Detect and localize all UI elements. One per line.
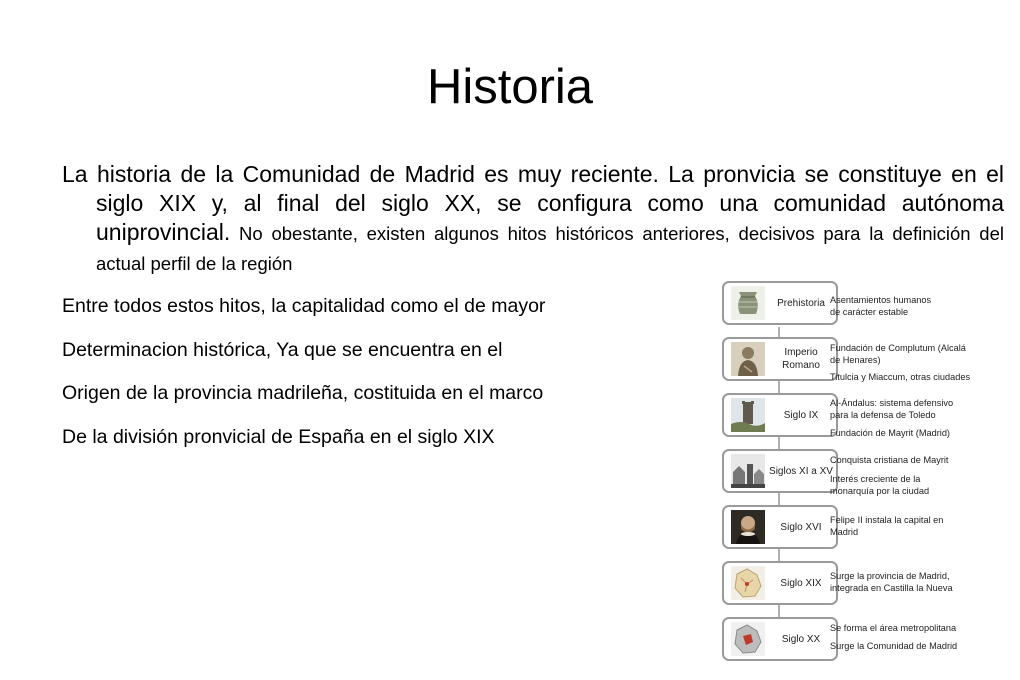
text-line-3: Origen de la provincia madrileña, costituida en el marco: [62, 382, 544, 404]
timeline-note: Se forma el área metropolitana: [830, 623, 957, 633]
era-siglo-xx: [722, 617, 838, 661]
era-imperio-romano: [722, 337, 838, 381]
ceramic-vase-image: [731, 286, 765, 320]
text-line-2: Determinacion histórica, Ya que se encuentra en el: [62, 339, 503, 361]
watchtower-image: [731, 398, 765, 432]
era-label: Siglos XI a XV: [769, 465, 833, 477]
text-line-1: Entre todos estos hitos, la capitalidad como el de mayor: [62, 295, 546, 317]
page-title: Historia: [426, 60, 594, 114]
intro-tail: No obestante, existen algunos hitos históricos anteriores, decisivos para la definición del actual perfil de la región: [96, 223, 1004, 274]
era-siglo-xix: [722, 561, 838, 605]
text-line-4: De la división pronvicial de España en el siglo XIX: [62, 426, 495, 448]
intro-paragraph: [62, 160, 1004, 278]
timeline-note: Surge la Comunidad de Madrid: [830, 641, 958, 651]
era-label: Imperio Romano: [782, 347, 820, 371]
era-label: Siglo XIX: [780, 577, 822, 589]
era-label: Siglo IX: [783, 409, 819, 421]
era-label: Prehistoria: [777, 297, 825, 309]
history-timeline: [720, 281, 1010, 661]
timeline-note: Conquista cristiana de Mayrit: [830, 455, 949, 465]
intro-lead: La historia de la Comunidad de Madrid es muy reciente. La pronvicia se constituye en el siglo XIX y, al final del siglo XX, se configura como una comunidad autónoma uniprovincial.: [62, 161, 1004, 245]
era-label: Siglo XX: [781, 633, 821, 645]
timeline-note: Felipe II instala la capital en Madrid: [830, 515, 944, 537]
king-portrait-image: [731, 510, 765, 544]
timeline-note: Fundación de Mayrit (Madrid): [830, 428, 950, 438]
era-prehistoria: [722, 281, 838, 325]
province-map-image: [731, 566, 765, 600]
era-label: Siglo XVI: [780, 521, 822, 533]
medieval-town-image: [731, 454, 765, 488]
timeline-note: Interés creciente de la monarquía por la ciudad: [830, 474, 930, 496]
roman-figure-image: [731, 342, 765, 376]
timeline-note: Surge la provincia de Madrid, integrada en Castilla la Nueva: [830, 571, 953, 593]
timeline-note: Asentamientos humanos de carácter estable: [830, 295, 932, 317]
timeline-note: Al-Ándalus: sistema defensivo para la defensa de Toledo: [830, 398, 954, 420]
era-siglos-xi-xv: [722, 449, 838, 493]
timeline-note: Titulcia y Miaccum, otras ciudades: [830, 372, 971, 382]
era-siglo-ix: [722, 393, 838, 437]
metropolitan-map-image: [731, 622, 765, 656]
timeline-note: Fundación de Complutum (Alcalá de Henares): [830, 343, 966, 365]
era-siglo-xvi: [722, 505, 838, 549]
